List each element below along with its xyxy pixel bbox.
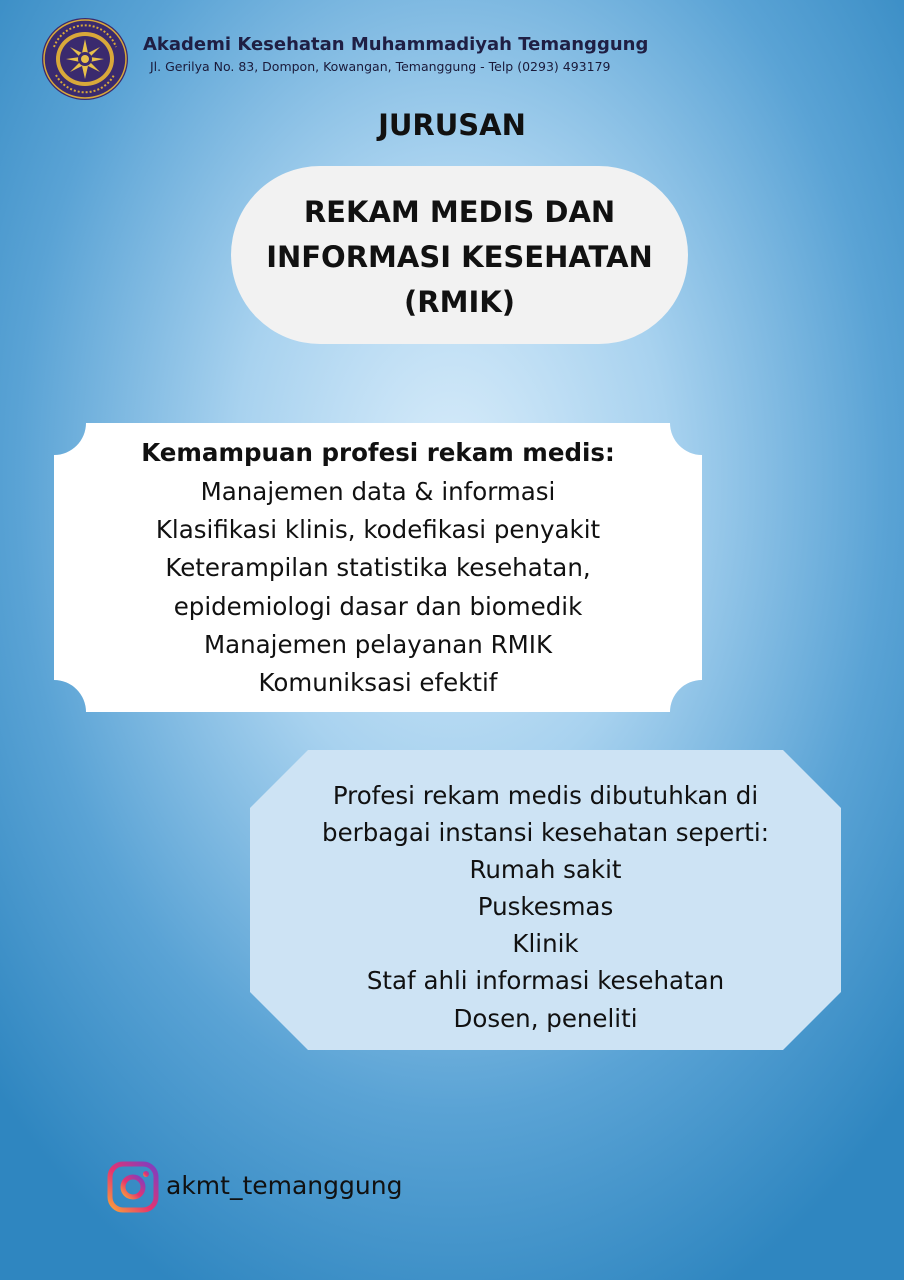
career-item: Puskesmas	[477, 892, 614, 921]
institution-logo-icon	[40, 17, 130, 101]
ability-item: Klasifikasi klinis, kodefikasi penyakit	[155, 515, 601, 544]
program-title-line: REKAM MEDIS DAN	[303, 195, 616, 229]
department-label: JURUSAN	[378, 108, 526, 142]
ability-item: Manajemen data & informasi	[200, 477, 556, 506]
instagram-icon[interactable]	[107, 1161, 159, 1213]
careers-intro-line: berbagai instansi kesehatan seperti:	[322, 818, 769, 847]
ability-item: Komuniksasi efektif	[258, 668, 498, 697]
career-item: Rumah sakit	[469, 855, 622, 884]
abilities-heading: Kemampuan profesi rekam medis:	[141, 438, 615, 467]
career-item: Klinik	[512, 929, 579, 958]
ability-item: Keterampilan statistika kesehatan,	[165, 553, 591, 582]
ability-item: epidemiologi dasar dan biomedik	[173, 592, 583, 621]
program-title-line: INFORMASI KESEHATAN	[266, 240, 653, 274]
ability-item: Manajemen pelayanan RMIK	[203, 630, 553, 659]
institution-name: Akademi Kesehatan Muhammadiyah Temanggung	[143, 34, 649, 55]
institution-address: Jl. Gerilya No. 83, Dompon, Kowangan, Temanggung - Telp (0293) 493179	[150, 59, 611, 74]
careers-intro-line: Profesi rekam medis dibutuhkan di	[332, 781, 759, 810]
instagram-handle[interactable]: akmt_temanggung	[166, 1171, 403, 1200]
career-item: Staf ahli informasi kesehatan	[366, 966, 725, 995]
career-item: Dosen, peneliti	[453, 1004, 638, 1033]
program-title-line: (RMIK)	[404, 285, 515, 319]
